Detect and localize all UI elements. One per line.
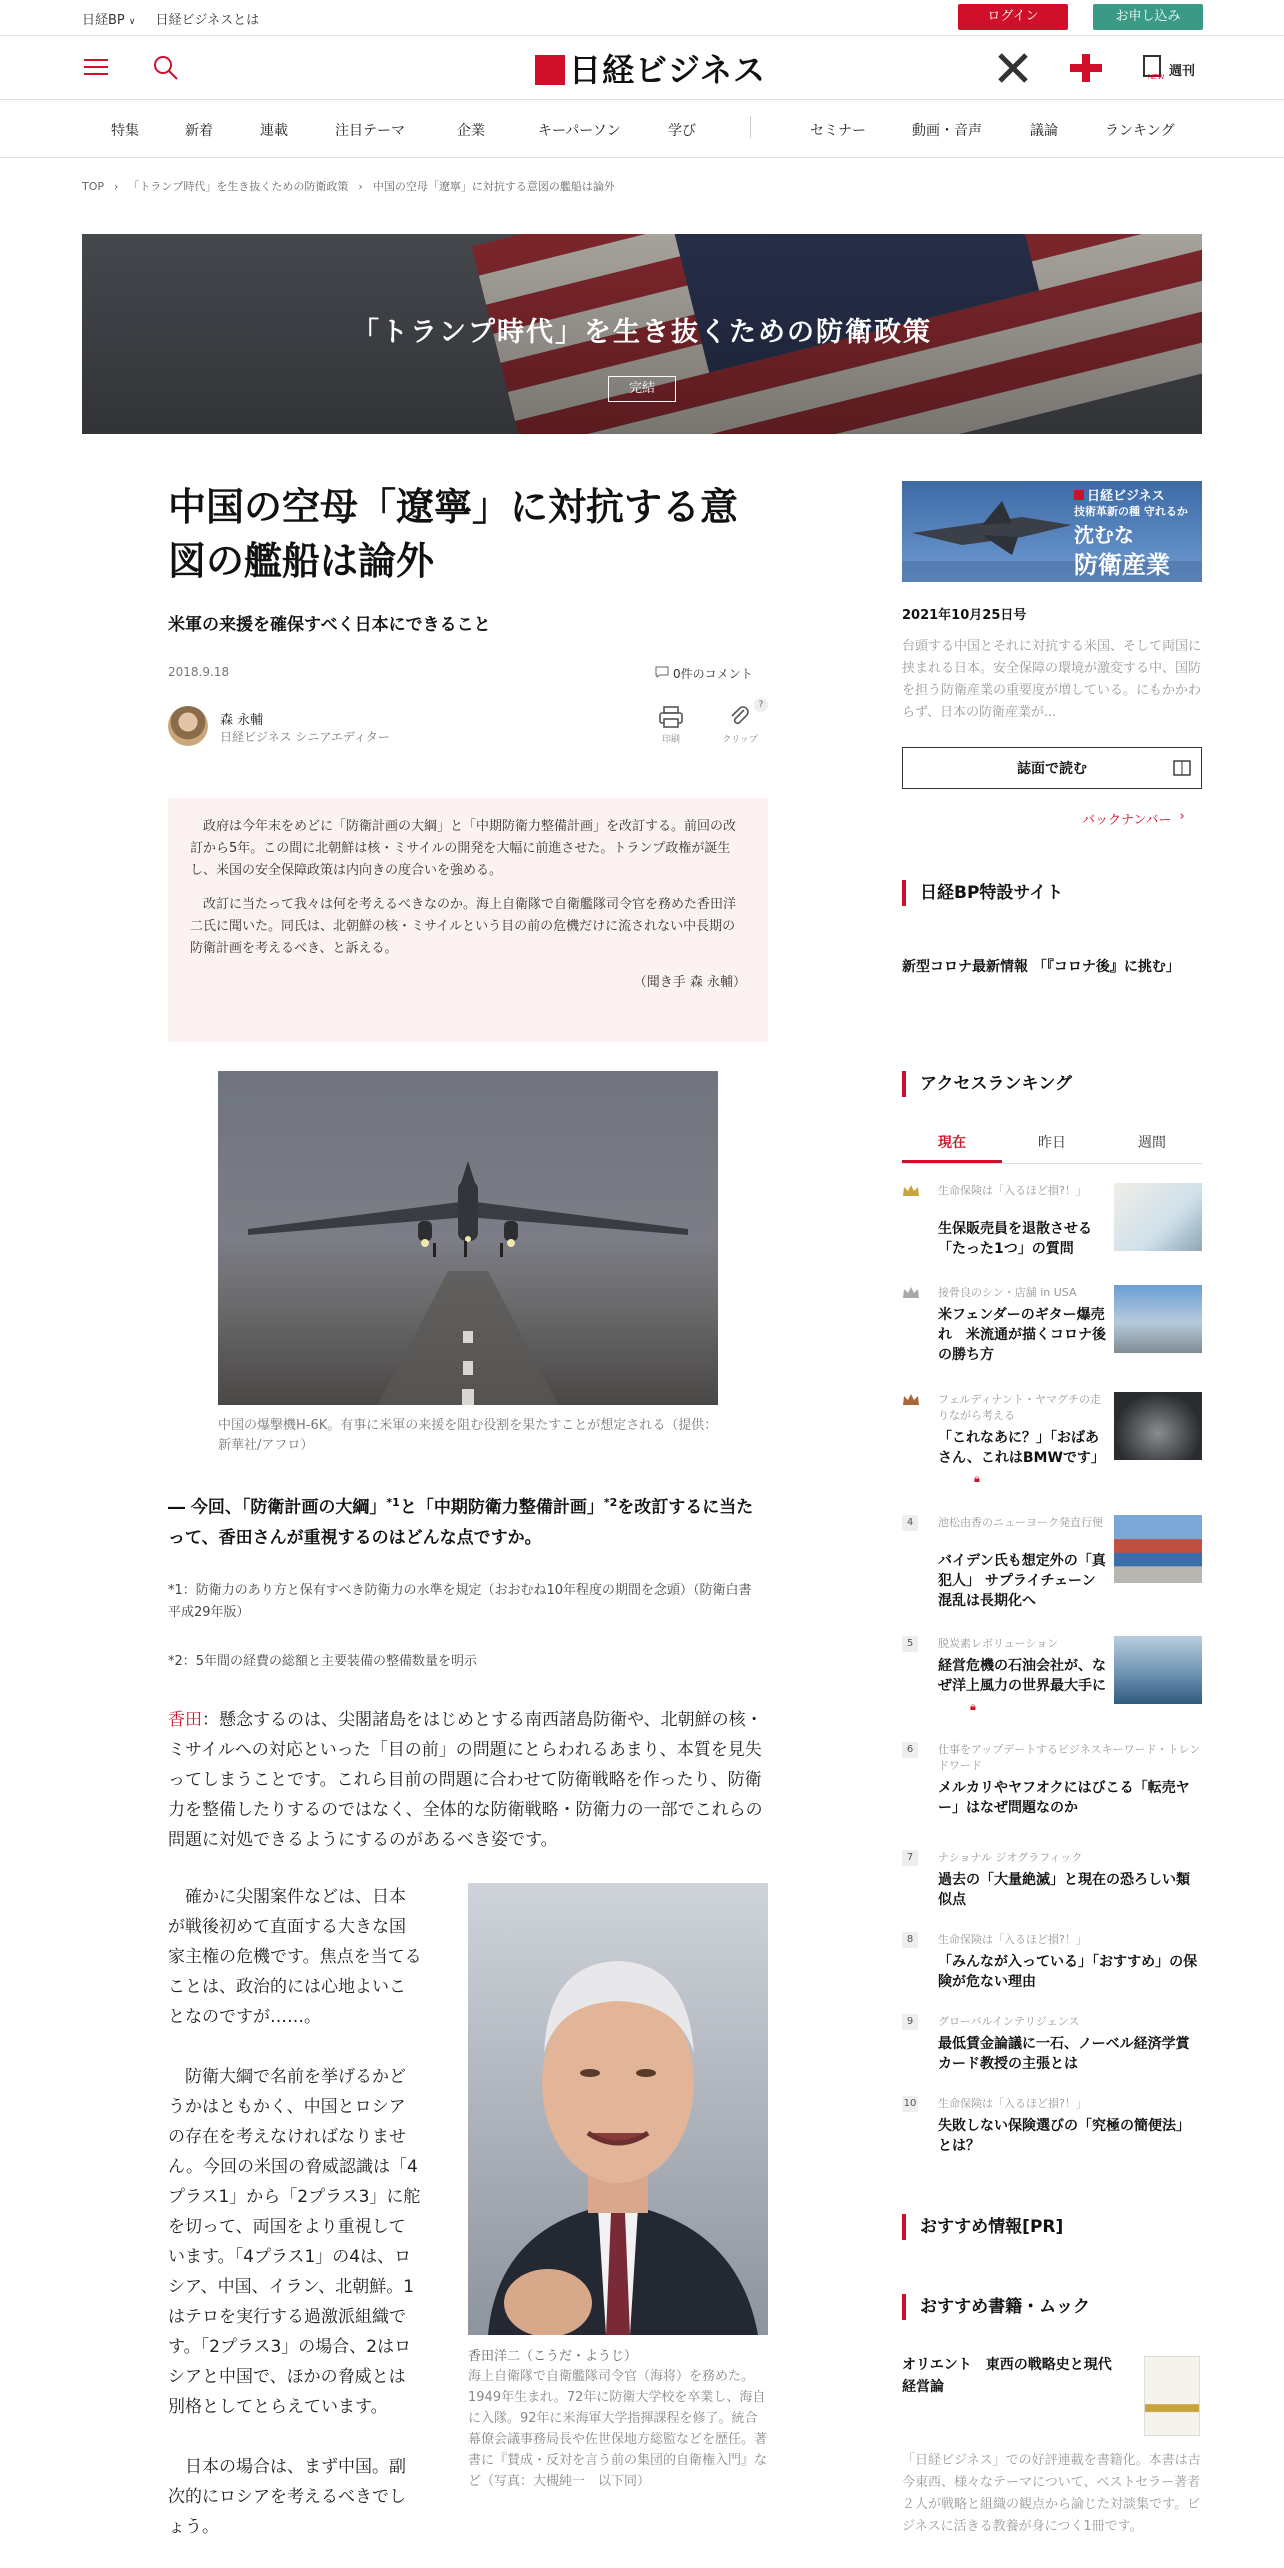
ranking-item[interactable] [902, 2096, 1202, 2154]
ranking-title: 「これなあに？」「おばあさん、これはBMWです」 [938, 1430, 1105, 1466]
clip-label: クリップ [722, 735, 758, 745]
question-text: と「中期防衛力整備計画」 [399, 1497, 604, 1518]
ranking-item[interactable] [902, 1285, 1202, 1363]
lock-icon: 🔒︎ [974, 1472, 980, 1485]
ranking-item[interactable] [902, 1850, 1202, 1908]
speaker-name: 香田 [168, 1710, 202, 1730]
magazine-brand: 日経ビジネス [1074, 485, 1165, 504]
ranking-heading: アクセスランキング [902, 1071, 1072, 1097]
portrait-image [468, 1883, 768, 2335]
ranking-title: 最低賃金論議に一石、ノーベル経済学賞カード教授の主張とは [938, 2036, 1190, 2072]
book-new-icon [1142, 54, 1164, 84]
ranking-source: ナショナル ジオグラフィック [938, 1851, 1083, 1864]
ranking-source: グローバルインテリジェンス [938, 2015, 1080, 2028]
ranking-number: 4 [902, 1515, 918, 1531]
ranking-item[interactable] [902, 2014, 1202, 2072]
ranking-title: 生保販売員を退散させる「たった1つ」の質問 [938, 1221, 1092, 1257]
crown-silver-icon [902, 1285, 920, 1304]
ranking-title: 米フェンダーのギター爆売れ 米流通が描くコロナ後の勝ち方 [938, 1307, 1106, 1363]
nikkeibp-menu[interactable]: 日経BP ∨ [82, 13, 136, 28]
lead-paragraph: 改訂に当たって我々は何を考えるべきなのか。海上自衛隊で自衛艦隊司令官を務めた香田洋二氏に聞いた。同氏は、北朝鮮の核・ミサイルという目の前の危機だけに流されない中長期の防衛計画を考えるべき、と訴える。 [190, 897, 737, 956]
site-header [0, 36, 1284, 100]
breadcrumb [82, 178, 615, 194]
issue-description: 台頭する中国とそれに対抗する米国、そして両国に挟まれる日本。安全保障の環境が激変する中、国防を担う防衛産業の重要度が増している。にもかかわらず、日本の防衛産業が... [902, 639, 1202, 720]
footnote: *2：5年間の経費の総額と主要装備の整備数量を明示 [168, 1654, 478, 1669]
ranking-item[interactable] [902, 1742, 1202, 1816]
logo-text: 日経ビジネス [569, 51, 767, 89]
author-title: 日経ビジネス シニアエディター [220, 730, 390, 744]
magazine-banner[interactable] [902, 481, 1202, 582]
series-title: 「トランプ時代」を生き抜くための防衛政策 [352, 317, 932, 348]
ranking-source: 生命保険は「入るほど損?！」 [938, 1184, 1087, 1197]
ranking-source: 脱炭素レボリューション [938, 1637, 1059, 1650]
search-icon[interactable] [152, 54, 180, 86]
ranking-number: 8 [902, 1932, 918, 1948]
article-lead [168, 798, 768, 1042]
nav-item-ranking[interactable]: ランキング [1105, 123, 1175, 139]
author-name: 森 永輔 [220, 713, 264, 728]
ranking-thumbnail [1114, 1515, 1202, 1583]
body-paragraph: 確かに尖閣案件などは、日本が戦後初めて直面する大きな国家主権の危機です。焦点を当てることは、政治的には心地よいことなのですが……。 [168, 1887, 422, 2027]
recommend-pr-heading: おすすめ情報[PR] [902, 2214, 1063, 2240]
article-subtitle: 米軍の来援を確保すべく日本にできること [168, 615, 491, 635]
weekly-link[interactable] [1142, 54, 1195, 84]
portrait-bio: 海上自衛隊で自衛艦隊司令官（海将）を務めた。1949年生まれ。72年に防衛大学校を卒業し、海自に入隊。92年に米海軍大学指揮課程を修了。統合幕僚会議事務局長や佐世保地方総監などを歴任。著書に『賛成・反対を言う前の集団的自衛権入門』など（写真：大槻純一 以下同） [468, 2369, 768, 2489]
main-nav [0, 100, 1284, 158]
books-heading: おすすめ書籍・ムック [902, 2294, 1090, 2320]
ranking-title: メルカリやヤフオクにはびこる「転売ヤー」はなぜ問題なのか [938, 1780, 1190, 1816]
chevron-right-icon: › [358, 179, 363, 193]
article-title: 中国の空母「遼寧」に対抗する意図の艦船は論外 [168, 485, 739, 583]
ranking-source: 生命保険は「入るほど損?！」 [938, 2097, 1087, 2110]
ranking-thumbnail [1114, 1392, 1202, 1460]
special-site-heading: 日経BP特設サイト [902, 880, 1063, 906]
ranking-thumbnail [1114, 1285, 1202, 1353]
portrait-photo[interactable] [468, 1883, 768, 2335]
issue-date: 2021年10月25日号 [902, 608, 1027, 623]
logo-mark [535, 55, 565, 85]
clip-button[interactable] [720, 700, 764, 745]
chevron-down-icon: ∨ [128, 17, 136, 27]
nav-item-discuss[interactable]: 議論 [1030, 123, 1058, 139]
crown-gold-icon [902, 1183, 920, 1202]
bomber-jet-image [218, 1071, 718, 1405]
magazine-title: 防衛産業 [1074, 551, 1170, 579]
book-description: 「日経ビジネス」での好評連載を書籍化。本書は古今東西、様々なテーマについて、ベストセラー著者２人が戦略と組織の観点から論じた対談集です。ビジネスに活きる教養が身につく1冊です。 [902, 2453, 1201, 2534]
ranking-item[interactable] [902, 1515, 1202, 1609]
print-label: 印刷 [661, 735, 680, 745]
avatar [168, 706, 208, 746]
site-logo[interactable] [535, 52, 766, 88]
footnote: *1：防衛力のあり方と保有すべき防衛力の水準を規定（おおむね10年程度の期間を念頭）（防衛白書 平成29年版） [168, 1583, 752, 1620]
ranking-thumbnail [1114, 1183, 1202, 1251]
breadcrumb-current: 中国の空母「遼寧」に対抗する意図の艦船は論外 [372, 180, 615, 193]
backnumber-link[interactable]: バックナンバー › [1082, 809, 1185, 828]
author-block[interactable] [168, 706, 448, 750]
magazine-subtitle: 技術革新の種 守れるか [1074, 505, 1188, 518]
tab-weekly[interactable]: 週間 [1138, 1135, 1166, 1151]
chevron-right-icon: › [1179, 809, 1185, 824]
article-date: 2018.9.18 [168, 665, 230, 679]
ranking-number: 6 [902, 1742, 918, 1758]
plus-icon[interactable] [1068, 52, 1104, 88]
read-magazine-button[interactable] [902, 747, 1202, 789]
ranking-source: フェルディナント・ヤマグチの走りながら考える [938, 1393, 1102, 1422]
ranking-source: 仕事をアップデートするビジネスキーワード・トレンドワード [938, 1743, 1201, 1772]
crown-bronze-icon [902, 1392, 920, 1411]
question-text: ― 今回、「防衛計画の大綱」 [168, 1497, 387, 1518]
ranking-number: 10 [902, 2096, 918, 2112]
interview-question [168, 1488, 768, 1553]
nav-item-keyperson[interactable]: キーパーソン [538, 123, 621, 139]
nav-item-feature[interactable]: 特集 [111, 123, 139, 139]
comment-link[interactable] [655, 665, 753, 682]
nav-item-video[interactable]: 動画・音声 [912, 123, 982, 139]
nav-item-series[interactable]: 連載 [260, 123, 288, 139]
special-site-link[interactable]: 新型コロナ最新情報 「『コロナ後』に挑む」 [902, 959, 1180, 975]
ranking-thumbnail [1114, 1636, 1202, 1704]
body-paragraph: 防衛大綱で名前を挙げるかどうかはともかく、中国とロシアの存在を考えなければなりません。今回の米国の脅威認識は「4プラス1」から「2プラス3」に舵を切って、両国をより重視しています。「4プラス1」の4は、ロシア、中国、イラン、北朝鮮。1はテロを実行する過激派組織です。「2プラス3」の場合、2はロシアと中国で、ほかの脅威とは別格としてとらえています。 [168, 2067, 421, 2417]
nav-item-company[interactable]: 企業 [457, 123, 485, 139]
ranking-source: 接骨良のシン・店舗 in USA [938, 1286, 1077, 1299]
ranking-number: 5 [902, 1636, 918, 1652]
body-paragraph: 日本の場合は、まず中国。副次的にロシアを考えるべきでしょう。 [168, 2457, 406, 2537]
lead-paragraph: 政府は今年末をめどに「防衛計画の大綱」と「中期防衛力整備計画」を改訂する。前回の改訂から5年。この間に北朝鮮は核・ミサイルの開発を大幅に前進させた。トランプ政権が誕生し、米国の安全保障政策は内向きの度合いを強める。 [190, 819, 737, 878]
nav-item-theme[interactable]: 注目テーマ [335, 123, 405, 139]
menu-icon[interactable] [84, 58, 108, 76]
subscribe-button[interactable]: お申し込み [1093, 4, 1203, 30]
photo-caption: 中国の爆撃機H-6K。有事に米軍の来援を阻む役割を果たすことが想定される（提供：新華社/アフロ） [218, 1418, 718, 1453]
utility-bar [0, 0, 1284, 36]
article-header [168, 480, 768, 635]
ranking-item[interactable] [902, 1636, 1202, 1713]
breadcrumb-top[interactable]: TOP [82, 179, 105, 193]
lock-icon: 🔒︎ [970, 1700, 976, 1713]
footnote-ref[interactable]: *2 [603, 1496, 618, 1509]
ranking-tabs [902, 1126, 1202, 1164]
print-button[interactable] [656, 706, 686, 745]
answer-text: ：懸念するのは、尖閣諸島をはじめとする南西諸島防衛や、北朝鮮の核・ミサイルへの対応といった「目の前」の問題にとらわれるあまり、本質を見失ってしまうことです。これら目前の問題に合わせて防衛戦略を作ったり、防衛力を整備したりするのではなく、全体的な防衛戦略・防衛力の一部でこれらの問題に対処できるようにするのがあるべき姿です。 [168, 1710, 763, 1850]
ranking-title: 失敗しない保険選びの「究極の簡便法」とは？ [938, 2118, 1190, 2154]
answer-paragraph [168, 1705, 768, 1855]
ranking-number: 7 [902, 1850, 918, 1866]
help-icon[interactable]: ? [754, 698, 768, 712]
printer-icon [659, 713, 683, 732]
chevron-right-icon: › [114, 179, 119, 193]
ranking-source: 生命保険は「入るほど損?！」 [938, 1933, 1087, 1946]
paperclip-icon [728, 713, 752, 732]
completed-badge: 完結 [608, 376, 676, 402]
about-link[interactable]: 日経ビジネスとは [155, 13, 260, 28]
comment-count: 0件のコメント [673, 667, 753, 681]
svg-text:NEW: NEW [1148, 74, 1164, 80]
ranking-source: 池松由香のニューヨーク発直行便 [938, 1516, 1103, 1529]
book-icon [1173, 760, 1191, 780]
magazine-title: 沈むな [1074, 523, 1134, 547]
ranking-number: 9 [902, 2014, 918, 2030]
book-title-link[interactable]: オリエント 東西の戦略史と現代経営論 [902, 2357, 1112, 2395]
body-column [168, 1882, 422, 2542]
ranking-item[interactable] [902, 1183, 1202, 1257]
tab-yesterday[interactable]: 昨日 [1038, 1135, 1066, 1151]
comment-icon [655, 666, 669, 681]
question-text: を改訂するに当たって、香田さんが重視するのはどんな点ですか。 [168, 1497, 754, 1548]
ranking-title: 経営危機の石油会社が、なぜ洋上風力の世界最大手に [938, 1658, 1106, 1694]
nav-item-seminar[interactable]: セミナー [810, 123, 866, 139]
login-button[interactable]: ログイン [958, 4, 1068, 30]
ranking-title: 「みんなが入っている」「おすすめ」の保険が危ない理由 [938, 1954, 1198, 1990]
ranking-title: 過去の「大量絶滅」と現在の恐ろしい類似点 [938, 1872, 1190, 1908]
bomber-photo[interactable] [218, 1071, 718, 1405]
footnote-ref[interactable]: *1 [386, 1496, 400, 1509]
book-cover[interactable] [1144, 2356, 1200, 2436]
ranking-title: バイデン氏も想定外の「真犯人」 サプライチェーン混乱は長期化へ [938, 1553, 1106, 1609]
read-button-label: 誌面で読む [1017, 761, 1087, 777]
nav-divider [750, 116, 751, 138]
interviewer-credit: （聞き手 森 永輔） [633, 975, 746, 990]
ranking-item[interactable] [902, 1392, 1202, 1485]
nav-item-new[interactable]: 新着 [185, 123, 213, 139]
series-banner[interactable] [82, 234, 1202, 434]
nav-item-learn[interactable]: 学び [668, 123, 696, 139]
x-icon[interactable] [997, 52, 1029, 88]
portrait-name: 香田洋二（こうだ・ようじ） [468, 2349, 638, 2364]
ranking-item[interactable] [902, 1932, 1202, 1990]
tab-now[interactable]: 現在 [902, 1126, 1002, 1163]
breadcrumb-series[interactable]: 「トランプ時代」を生き抜くための防衛政策 [128, 180, 349, 193]
weekly-label: 週刊 [1169, 63, 1196, 79]
utility-links [82, 9, 259, 28]
